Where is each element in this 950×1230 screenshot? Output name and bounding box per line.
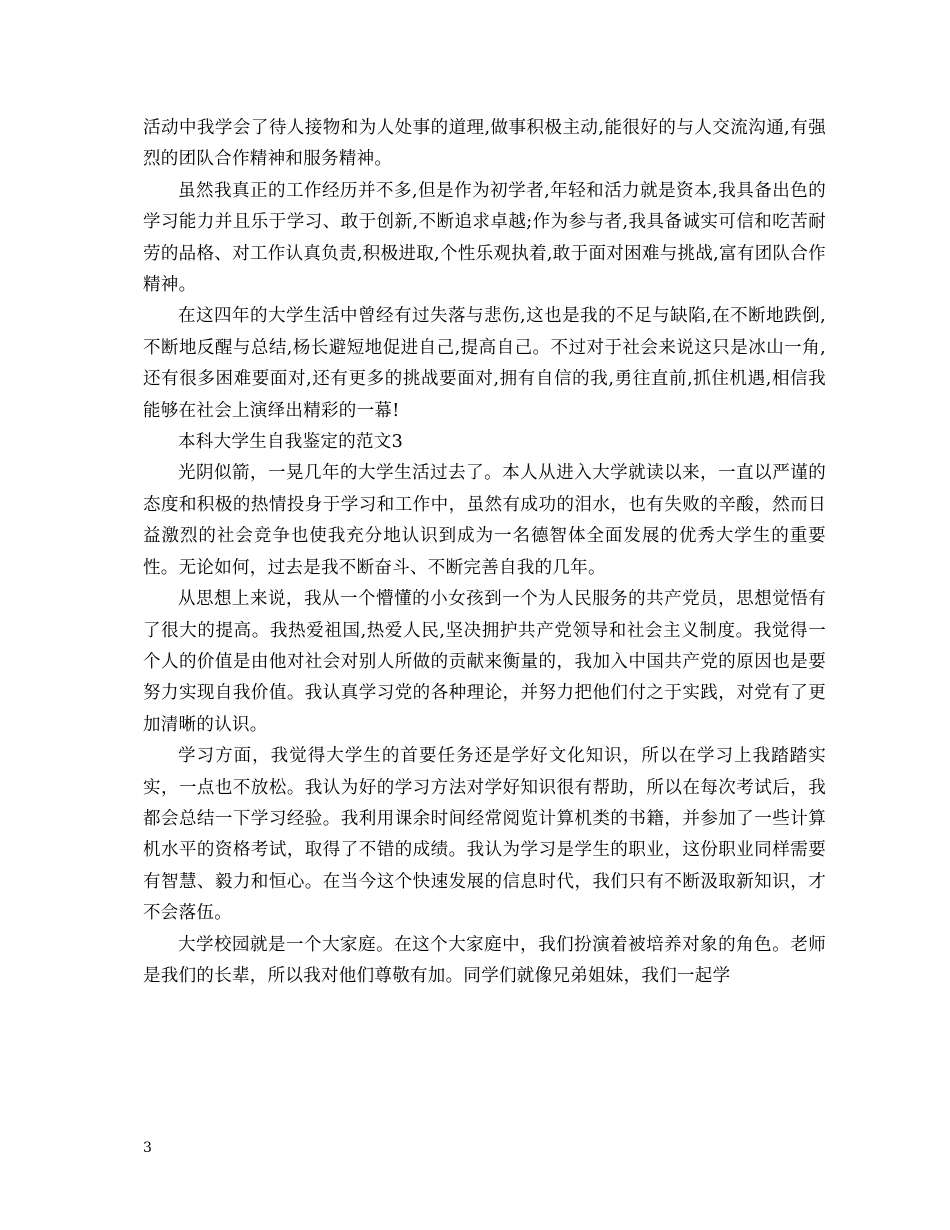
paragraph-thoughts: 从思想上来说，我从一个懵懂的小女孩到一个为人民服务的共产党员，思想觉悟有了很大的提高。我热爱祖国,热爱人民,坚决拥护共产党领导和社会主义制度。我觉得一个人的价值是由他对社会对别人所做的贡献来衡量的，我加入中国共产党的原因也是要努力实现自我价值。我认真学习党的各种理论，并努力把他们付之于实践，对党有了更加清晰的认识。 (143, 589, 826, 735)
paragraph-campus-family: 大学校园就是一个大家庭。在这个大家庭中，我们扮演着被培养对象的角色。老师是我们的长辈，所以我对他们尊敬有加。同学们就像兄弟姐妹，我们一起学 (143, 934, 826, 986)
paragraph-four-years: 在这四年的大学生活中曾经有过失落与悲伤,这也是我的不足与缺陷,在不断地跌倒,不断地反醒与总结,杨长避短地促进自己,提高自己。不过对于社会来说这只是冰山一角,还有很多困难要面对,还有更多的挑战要面对,拥有自信的我,勇往直前,抓住机遇,相信我能够在社会上演绎出精彩的一幕! (143, 306, 826, 421)
section-title: 本科大学生自我鉴定的范文3 (178, 432, 404, 453)
paragraph-continuation: 活动中我学会了待人接物和为人处事的道理,做事积极主动,能很好的与人交流沟通,有强烈的团队合作精神和服务精神。 (143, 118, 826, 170)
paragraph-study: 学习方面，我觉得大学生的首要任务还是学好文化知识，所以在学习上我踏踏实实，一点也不放松。我认为好的学习方法对学好知识很有帮助，所以在每次考试后，我都会总结一下学习经验。我利用课余时间经常阅览计算机类的书籍，并参加了一些计算机水平的资格考试，取得了不错的成绩。我认为学习是学生的职业，这份职业同样需要有智慧、毅力和恒心。在当今这个快速发展的信息时代，我们只有不断汲取新知识，才不会落伍。 (143, 746, 826, 924)
page-number: 3 (143, 1140, 152, 1156)
page-content (143, 113, 826, 992)
paragraph-work-experience: 虽然我真正的工作经历并不多,但是作为初学者,年轻和活力就是资本,我具备出色的学习能力并且乐于学习、敢于创新,不断追求卓越;作为参与者,我具备诚实可信和吃苦耐劳的品格、对工作认真负责,积极进取,个性乐观执着,敢于面对困难与挑战,富有团队合作精神。 (143, 180, 826, 296)
paragraph-time-flies: 光阴似箭，一晃几年的大学生活过去了。本人从进入大学就读以来，一直以严谨的态度和积极的热情投身于学习和工作中，虽然有成功的泪水，也有失败的辛酸，然而日益激烈的社会竞争也使我充分地认识到成为一名德智体全面发展的优秀大学生的重要性。无论如何，过去是我不断奋斗、不断完善自我的几年。 (143, 463, 826, 578)
